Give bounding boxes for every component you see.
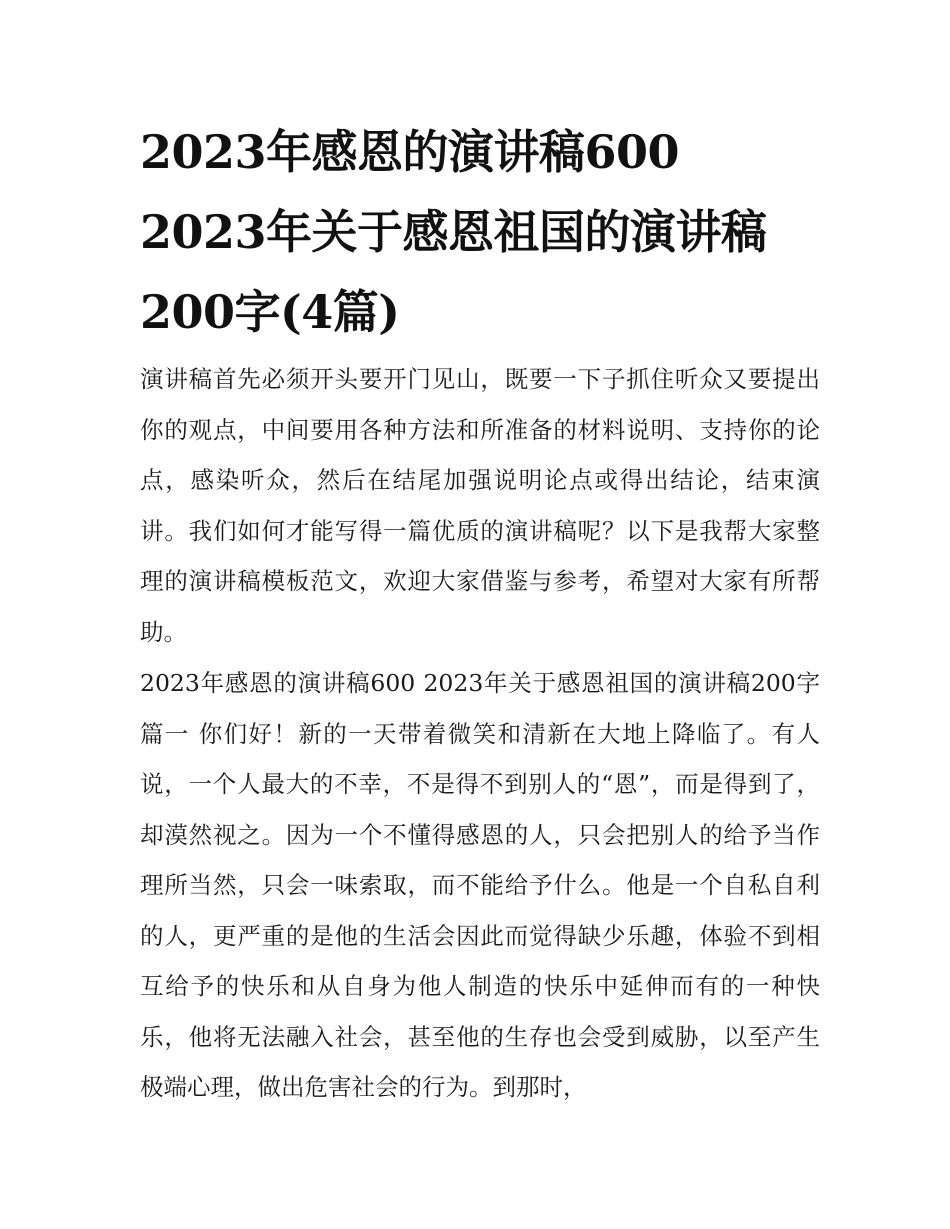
intro-paragraph: 演讲稿首先必须开头要开门见山，既要一下子抓住听众又要提出你的观点，中间要用各种方法和所准备的材料说明、支持你的论点，感染听众，然后在结尾加强说明论点或得出结论，结束演讲。我们如何才能写得一篇优质的演讲稿呢？以下是我帮大家整理的演讲稿模板范文，欢迎大家借鉴与参考，希望对大家有所帮助。 [140, 365, 820, 646]
body-paragraph: 2023年感恩的演讲稿600 2023年关于感恩祖国的演讲稿200字篇一 你们好！新的一天带着微笑和清新在大地上降临了。有人说，一个人最大的不幸，不是得不到别人的“恩”，而是得到了，却漠然视之。因为一个不懂得感恩的人，只会把别人的给予当作理所当然，只会一味索取，而不能给予什么。他是一个自私自利的人，更严重的是他的生活会因此而觉得缺少乐趣，体验不到相互给予的快乐和从自身为他人制造的快乐中延伸而有的一种快乐，他将无法融入社会，甚至他的生存也会受到威胁，以至产生极端心理，做出危害社会的行为。到那时， [140, 669, 820, 1101]
document-title: 2023年感恩的演讲稿600 2023年关于感恩祖国的演讲稿200字(4篇) [140, 125, 767, 339]
